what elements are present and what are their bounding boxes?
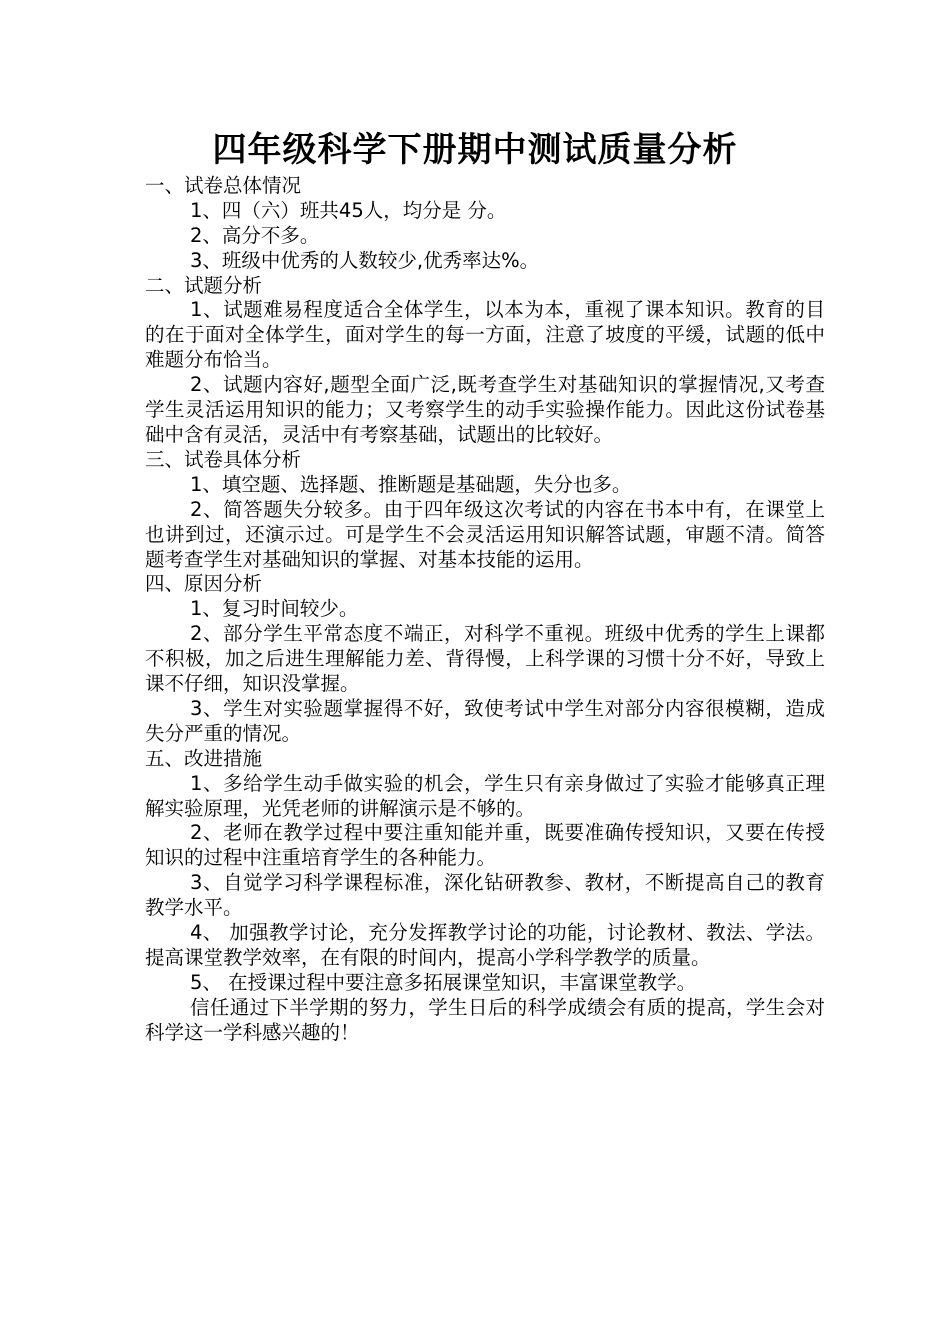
paragraph: 1、复习时间较少。 [190, 597, 359, 621]
paragraph: 2、试题内容好,题型全面广泛,既考查学生对基础知识的掌握情况,又考查学生灵活运用知识的能力；又考察学生的动手实验操作能力。因此这份试卷基础中含有灵活，灵活中有考察基础，试题出的比较好。 [145, 373, 825, 446]
section-heading: 五、改进措施 [145, 746, 263, 770]
paragraph: 3、自觉学习科学课程标准，深化钻研教参、教材，不断提高自己的教育教学水平。 [145, 871, 825, 920]
paragraph: 1、试题难易程度适合全体学生，以本为本，重视了课本知识。教育的目的在于面对全体学生，面对学生的每一方面，注意了坡度的平缓，试题的低中难题分布恰当。 [145, 298, 825, 372]
paragraph: 1、多给学生动手做实验的机会，学生只有亲身做过了实验才能够真正理解实验原理，光凭老师的讲解演示是不够的。 [145, 771, 825, 820]
paragraph: 5、 在授课过程中要注意多拓展课堂知识，丰富课堂教学。 [190, 970, 697, 994]
paragraph: 2、老师在教学过程中要注重知能并重，既要准确传授知识，又要在传授知识的过程中注重培育学生的各种能力。 [145, 821, 825, 870]
list-item: 1、四（六）班共45人，均分是 分。 [190, 198, 507, 222]
closing-paragraph: 信任通过下半学期的努力，学生日后的科学成绩会有质的提高，学生会对科学这一学科感兴趣的！ [145, 995, 825, 1044]
list-item: 3、班级中优秀的人数较少,优秀率达%。 [190, 248, 540, 272]
section-heading: 一、试卷总体情况 [145, 174, 302, 197]
list-item: 2、高分不多。 [190, 223, 320, 247]
paragraph: 4、 加强教学讨论，充分发挥教学讨论的功能，讨论教材、教法、学法。提高课堂教学效率，在有限的时间内，提高小学科学教学的质量。 [145, 921, 825, 969]
paragraph: 3、学生对实验题掌握得不好，致使考试中学生对部分内容很模糊，造成失分严重的情况。 [145, 696, 825, 745]
section-heading: 三、试卷具体分析 [145, 447, 302, 471]
paragraph: 1、填空题、选择题、推断题是基础题，失分也多。 [190, 472, 632, 496]
document-body [145, 174, 825, 1046]
document-title: 四年级科学下册期中测试质量分析 [212, 130, 738, 170]
paragraph: 2、部分学生平常态度不端正，对科学不重视。班级中优秀的学生上课都不积极，加之后进生理解能力差、背得慢，上科学课的习惯十分不好，导致上课不仔细，知识没掌握。 [145, 622, 825, 696]
section-heading: 四、原因分析 [145, 572, 263, 596]
paragraph: 2、简答题失分较多。由于四年级这次考试的内容在书本中有，在课堂上也讲到过，还演示过。可是学生不会灵活运用知识解答试题，审题不清。简答题考查学生对基础知识的掌握、对基本技能的运用。 [145, 497, 825, 571]
section-heading: 二、试题分析 [145, 273, 263, 297]
